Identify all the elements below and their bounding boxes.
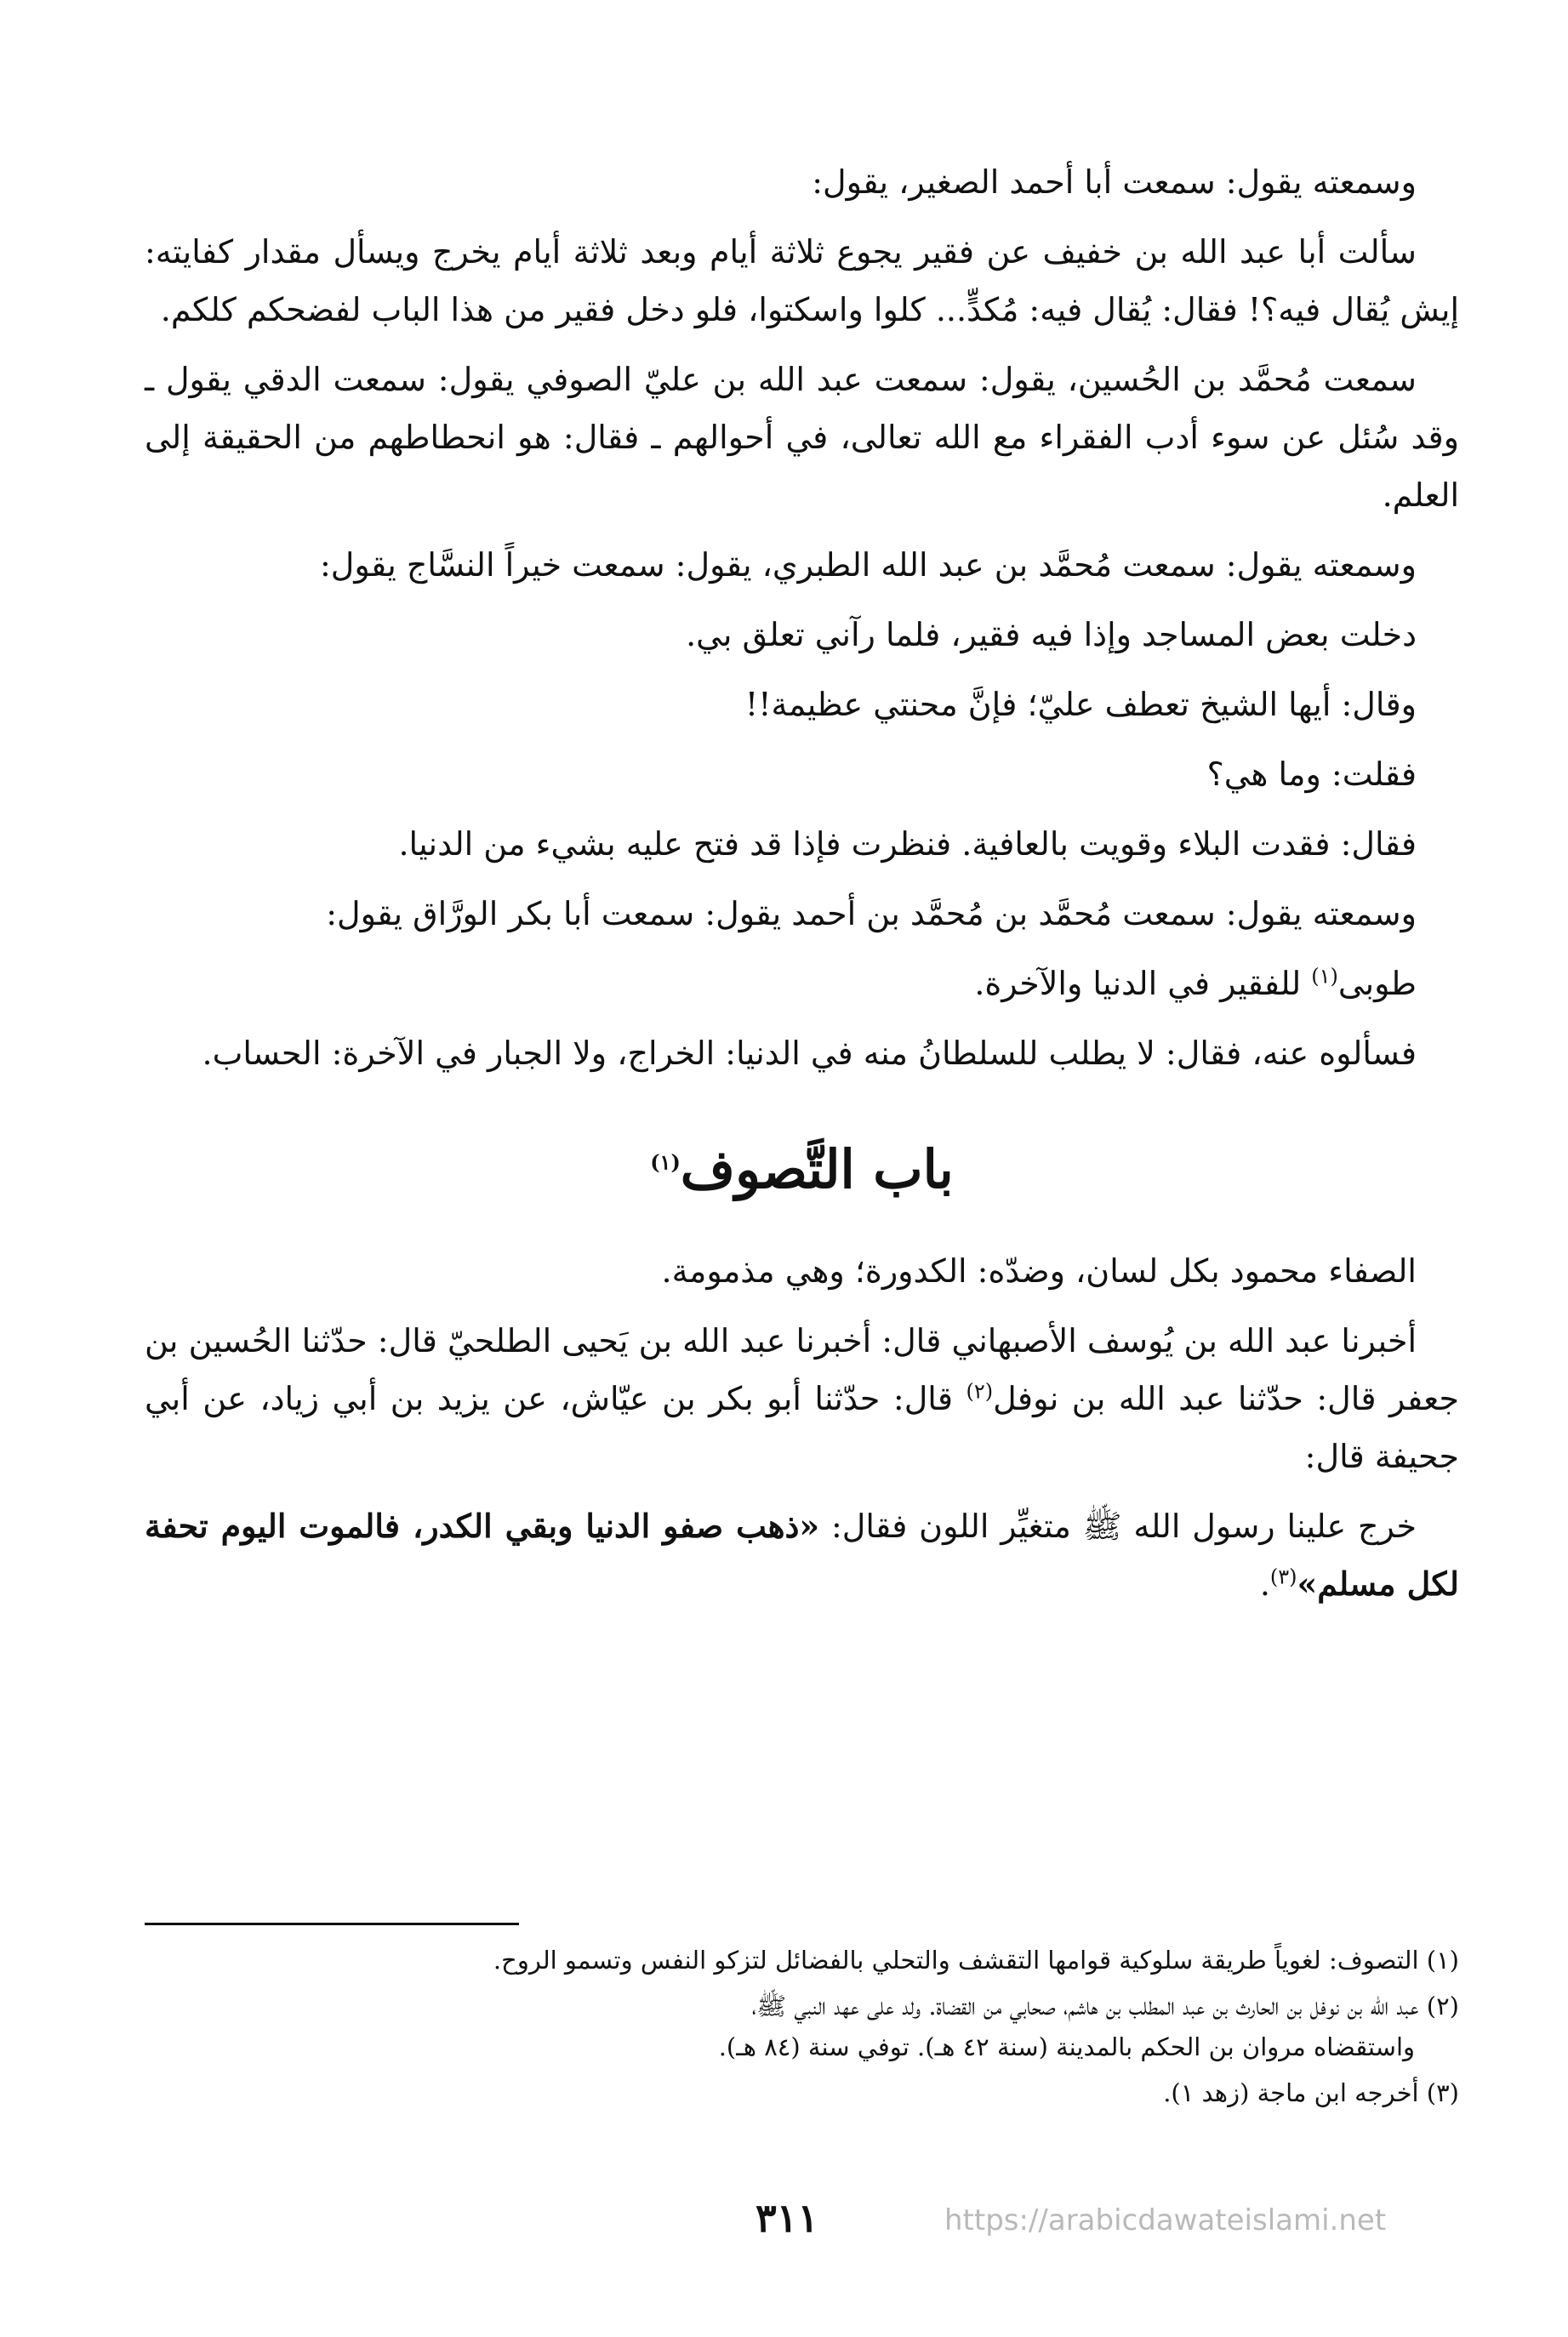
paragraph: وسمعته يقول: سمعت مُحمَّد بن مُحمَّد بن أحمد يقول: سمعت أبا بكر الورَّاق يقول: — [326, 895, 1417, 932]
footnote-ref[interactable]: (٢) — [966, 1379, 994, 1404]
footnote-text: (٢) عبد الله بن نوفل بن الحارث بن عبد المطلب بن هاشم، صحابي من القضاة. ولد على عهد النبي ﷺ، — [751, 1992, 1459, 2021]
paragraph: فقلت: وما هي؟ — [1206, 755, 1417, 793]
paragraph: وقال: أيها الشيخ تعطف عليّ؛ فإنَّ محنتي عظيمة!! — [744, 686, 1417, 723]
paragraph: دخلت بعض المساجد وإذا فيه فقير، فلما رآني تعلق بي. — [686, 616, 1417, 653]
paragraph: فسألوه عنه، فقال: لا يطلب للسلطانُ منه في الدنيا: الخراج، ولا الجبار في الآخرة: الحساب. — [202, 1035, 1417, 1072]
paragraph: وسمعته يقول: سمعت مُحمَّد بن عبد الله الطبري، يقول: سمعت خيراً النسَّاج يقول: — [319, 546, 1417, 584]
paragraph: الصفاء محمود بكل لسان، وضدّه: الكدورة؛ وهي مذمومة. — [661, 1252, 1417, 1290]
footnote-3: (٣) أخرجه ابن ماجة (زهد ١). — [1163, 2078, 1459, 2107]
section-title: باب التَّصوف — [680, 1138, 954, 1200]
paragraph-text: أخبرنا عبد الله بن يُوسف الأصبهاني قال: أخبرنا عبد الله بن يَحيى الطلحيّ قال: حدّثنا الحُسين بن جعفر قال: حدّثنا عبد الله بن نوفل — [145, 1322, 1460, 1417]
paragraph-text: طوبى — [1337, 965, 1417, 1002]
paragraph-text: . — [1259, 1565, 1270, 1603]
footnote-text-continued: واستقضاه مروان بن الحكم بالمدينة (سنة ٤٢ هـ). توفي سنة (٨٤ هـ). — [718, 2032, 1415, 2061]
paragraph: وسمعته يقول: سمعت أبا أحمد الصغير، يقول: — [812, 163, 1417, 201]
paragraph: سألت أبا عبد الله بن خفيف عن فقير يجوع ثلاثة أيام وبعد ثلاثة أيام يخرج ويسأل مقدار كفايته: إيش يُقال فيه؟! فقال: يُقال فيه: مُكدٍّ... كلوا واسكتوا، فلو دخل فقير من هذا الباب لفضحكم كلكم. — [145, 233, 1459, 328]
footnote-1: (١) التصوف: لغوياً طريقة سلوكية قوامها التقشف والتحلي بالفضائل لتزكو النفس وتسمو الروح. — [493, 1946, 1459, 1975]
paragraph-text: قال: حدّثنا أبو بكر بن عيّاش، عن يزيد بن أبي زياد، عن أبي جحيفة قال: — [145, 1380, 1459, 1475]
paragraph — [145, 955, 1459, 1012]
footnote-ref[interactable]: (١) — [650, 1149, 681, 1175]
paragraph — [145, 1312, 1459, 1485]
footnote-divider — [145, 1923, 519, 1925]
paragraph: سمعت مُحمَّد بن الحُسين، يقول: سمعت عبد الله بن عليّ الصوفي يقول: سمعت الدقي يقول ـ وقد سُئل عن سوء أدب الفقراء مع الله تعالى، في أحوالهم ـ فقال: هو انحطاطهم من الحقيقة إلى العلم. — [145, 361, 1459, 514]
footnote-ref[interactable]: (٣) — [1269, 1565, 1297, 1589]
paragraph-text: خرج علينا رسول الله ﷺ متغيِّر اللون فقال: — [819, 1508, 1417, 1545]
footnotes — [145, 1940, 1459, 2118]
page-number: ٣١١ — [755, 2195, 819, 2241]
page-body — [145, 153, 1459, 1625]
paragraph — [145, 1497, 1459, 1613]
watermark: https://arabicdawateislami.net — [944, 2203, 1387, 2237]
paragraph: فقال: فقدت البلاء وقويت بالعافية. فنظرت فإذا قد فتح عليه بشيء من الدنيا. — [398, 825, 1417, 863]
section-heading — [145, 1131, 1459, 1208]
footnote-ref[interactable]: (١) — [1311, 964, 1338, 989]
hadith-quote: «ذهب صفو الدنيا وبقي الكدر، فالموت اليوم تحفة لكل مسلم» — [145, 1507, 1459, 1603]
footnote-2 — [145, 1986, 1459, 2067]
paragraph-text: للفقير في الدنيا والآخرة. — [974, 965, 1312, 1002]
